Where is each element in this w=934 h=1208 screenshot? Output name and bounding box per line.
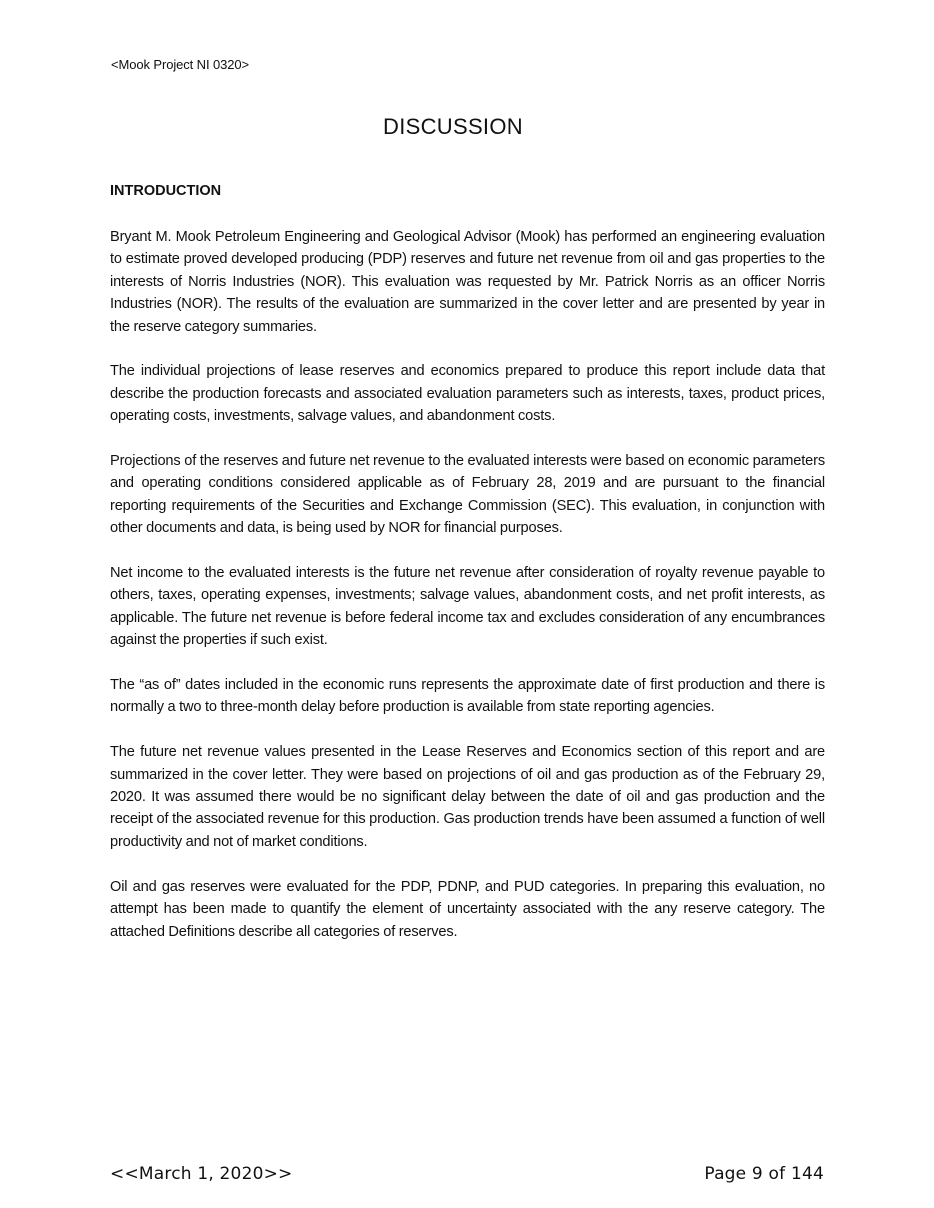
paragraph-future-net-revenue: The future net revenue values presented in the Lease Reserves and Economics section of this report and are summarized in the cover letter. They were based on projections of oil and gas production as of the February 29, 2020. It was assumed there would be no significant delay between the date of oil and gas production and the receipt of the associated revenue for this production. Gas production trends have been assumed a function of well productivity and not of market conditions. xyxy=(110,744,825,850)
introduction-body xyxy=(110,226,825,965)
project-header-label: <Mook Project NI 0320> xyxy=(111,57,249,72)
page-title: DISCUSSION xyxy=(383,114,523,139)
paragraph-reserve-categories: Oil and gas reserves were evaluated for the PDP, PDNP, and PUD categories. In preparing this evaluation, no attempt has been made to quantify the element of uncertainty associated with the any reserve category. The attached Definitions describe all categories of reserves. xyxy=(110,878,825,940)
paragraph-as-of-dates: The “as of” dates included in the economic runs represents the approximate date of first production and there is normally a two to three-month delay before production is available from state reporting agencies. xyxy=(110,677,825,716)
paragraph-projections-data: The individual projections of lease reserves and economics prepared to produce this report include data that describe the production forecasts and associated evaluation parameters such as interests, taxes, product prices, operating costs, investments, salvage values, and abandonment costs. xyxy=(110,363,825,425)
paragraph-overview: Bryant M. Mook Petroleum Engineering and Geological Advisor (Mook) has performed an engineering evaluation to estimate proved developed producing (PDP) reserves and future net revenue from oil and gas properties to the interests of Norris Industries (NOR). This evaluation was requested by Mr. Patrick Norris as an officer Norris Industries (NOR). The results of the evaluation are summarized in the cover letter and are presented by year in the reserve category summaries. xyxy=(110,229,825,335)
footer-page-number: Page 9 of 144 xyxy=(704,1164,824,1184)
footer-date: <<March 1, 2020>> xyxy=(110,1164,293,1184)
paragraph-net-income: Net income to the evaluated interests is the future net revenue after consideration of royalty revenue payable to others, taxes, operating expenses, investments; salvage values, abandonment costs, and net profit interests, as applicable. The future net revenue is before federal income tax and excludes consideration of any encumbrances against the properties if such exist. xyxy=(110,565,825,649)
paragraph-economic-parameters: Projections of the reserves and future net revenue to the evaluated interests were based on economic parameters and operating conditions considered applicable as of February 28, 2019 and are pursuant to the financial reporting requirements of the Securities and Exchange Commission (SEC). This evaluation, in conjunction with other documents and data, is being used by NOR for financial purposes. xyxy=(110,453,825,537)
section-heading-introduction: INTRODUCTION xyxy=(110,183,222,199)
